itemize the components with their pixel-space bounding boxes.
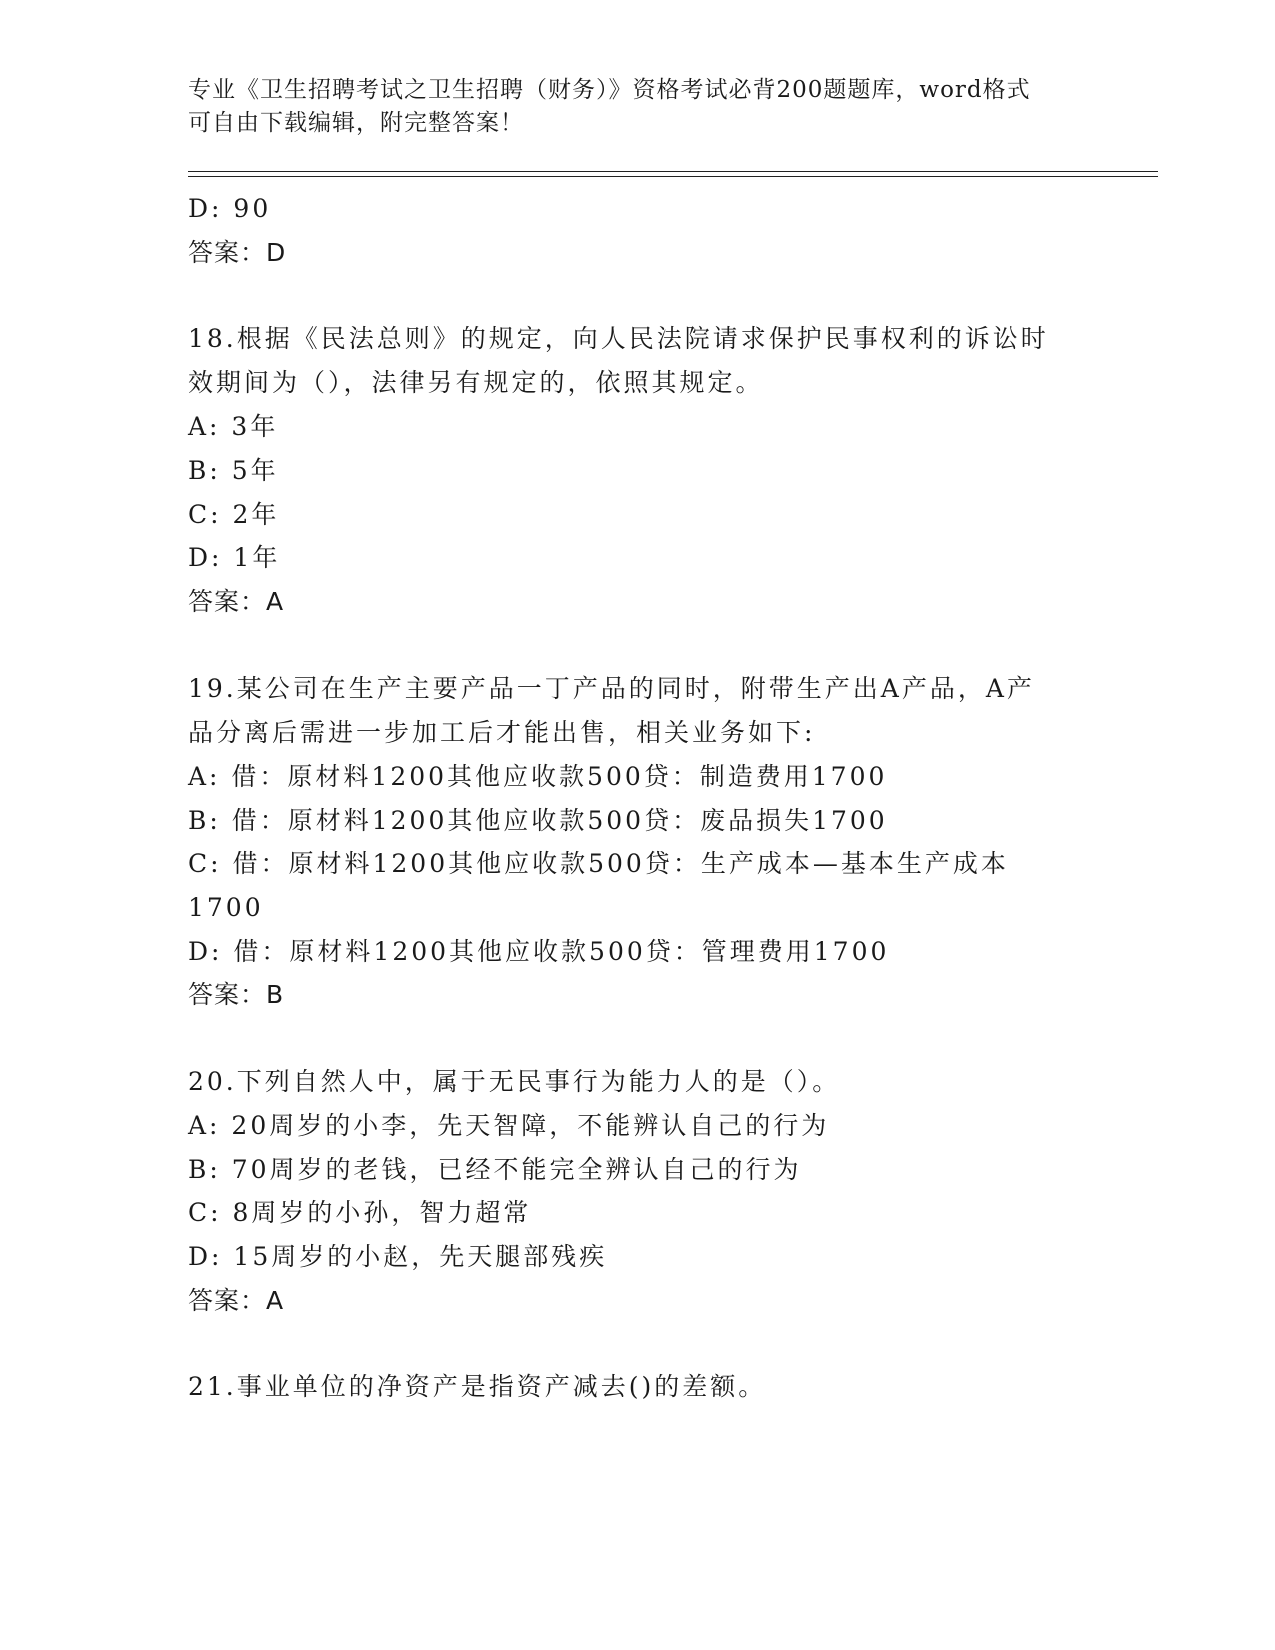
document-header bbox=[188, 74, 1088, 140]
q18-option-a: A: 3年 bbox=[188, 412, 279, 441]
q18-answer: 答案：A bbox=[188, 587, 285, 616]
header-divider-top bbox=[188, 171, 1158, 172]
q18-stem-line-1: 18.根据《民法总则》的规定，向人民法院请求保护民事权利的诉讼时 bbox=[188, 324, 1049, 353]
q18-option-b: B: 5年 bbox=[188, 456, 279, 485]
q19-stem-line-2: 品分离后需进一步加工后才能出售，相关业务如下: bbox=[188, 718, 816, 747]
q21-stem: 21.事业单位的净资产是指资产减去()的差额。 bbox=[188, 1372, 767, 1401]
q20-option-d: D: 15周岁的小赵，先天腿部残疾 bbox=[188, 1242, 608, 1271]
q19-option-d: D: 借：原材料1200其他应收款500贷：管理费用1700 bbox=[188, 937, 890, 966]
q18-option-c: C: 2年 bbox=[188, 500, 280, 529]
q19-option-a: A: 借：原材料1200其他应收款500贷：制造费用1700 bbox=[188, 762, 888, 791]
header-divider-bottom bbox=[188, 176, 1158, 177]
q19-stem-line-1: 19.某公司在生产主要产品一丁产品的同时，附带生产出A产品，A产 bbox=[188, 674, 1035, 703]
q20-option-b: B: 70周岁的老钱，已经不能完全辨认自己的行为 bbox=[188, 1155, 802, 1184]
header-line-2: 可自由下载编辑，附完整答案！ bbox=[188, 110, 524, 136]
prev-answer: 答案：D bbox=[188, 238, 287, 267]
q18-stem-line-2: 效期间为（），法律另有规定的，依照其规定。 bbox=[188, 368, 764, 397]
q20-option-c: C: 8周岁的小孙，智力超常 bbox=[188, 1198, 532, 1227]
q19-option-c-line-1: C: 借：原材料1200其他应收款500贷：生产成本—基本生产成本 bbox=[188, 849, 1009, 878]
q20-answer: 答案：A bbox=[188, 1286, 285, 1315]
q19-option-b: B: 借：原材料1200其他应收款500贷：废品损失1700 bbox=[188, 806, 888, 835]
q20-option-a: A: 20周岁的小李，先天智障，不能辨认自己的行为 bbox=[188, 1111, 830, 1140]
q20-stem: 20.下列自然人中，属于无民事行为能力人的是（）。 bbox=[188, 1067, 841, 1096]
q18-option-d: D: 1年 bbox=[188, 543, 281, 572]
prev-option-d: D: 90 bbox=[188, 194, 272, 223]
header-line-1: 专业《卫生招聘考试之卫生招聘（财务）》资格考试必背200题题库，word格式 bbox=[188, 77, 1031, 103]
q19-answer: 答案：B bbox=[188, 980, 285, 1009]
q19-option-c-line-2: 1700 bbox=[188, 893, 264, 922]
